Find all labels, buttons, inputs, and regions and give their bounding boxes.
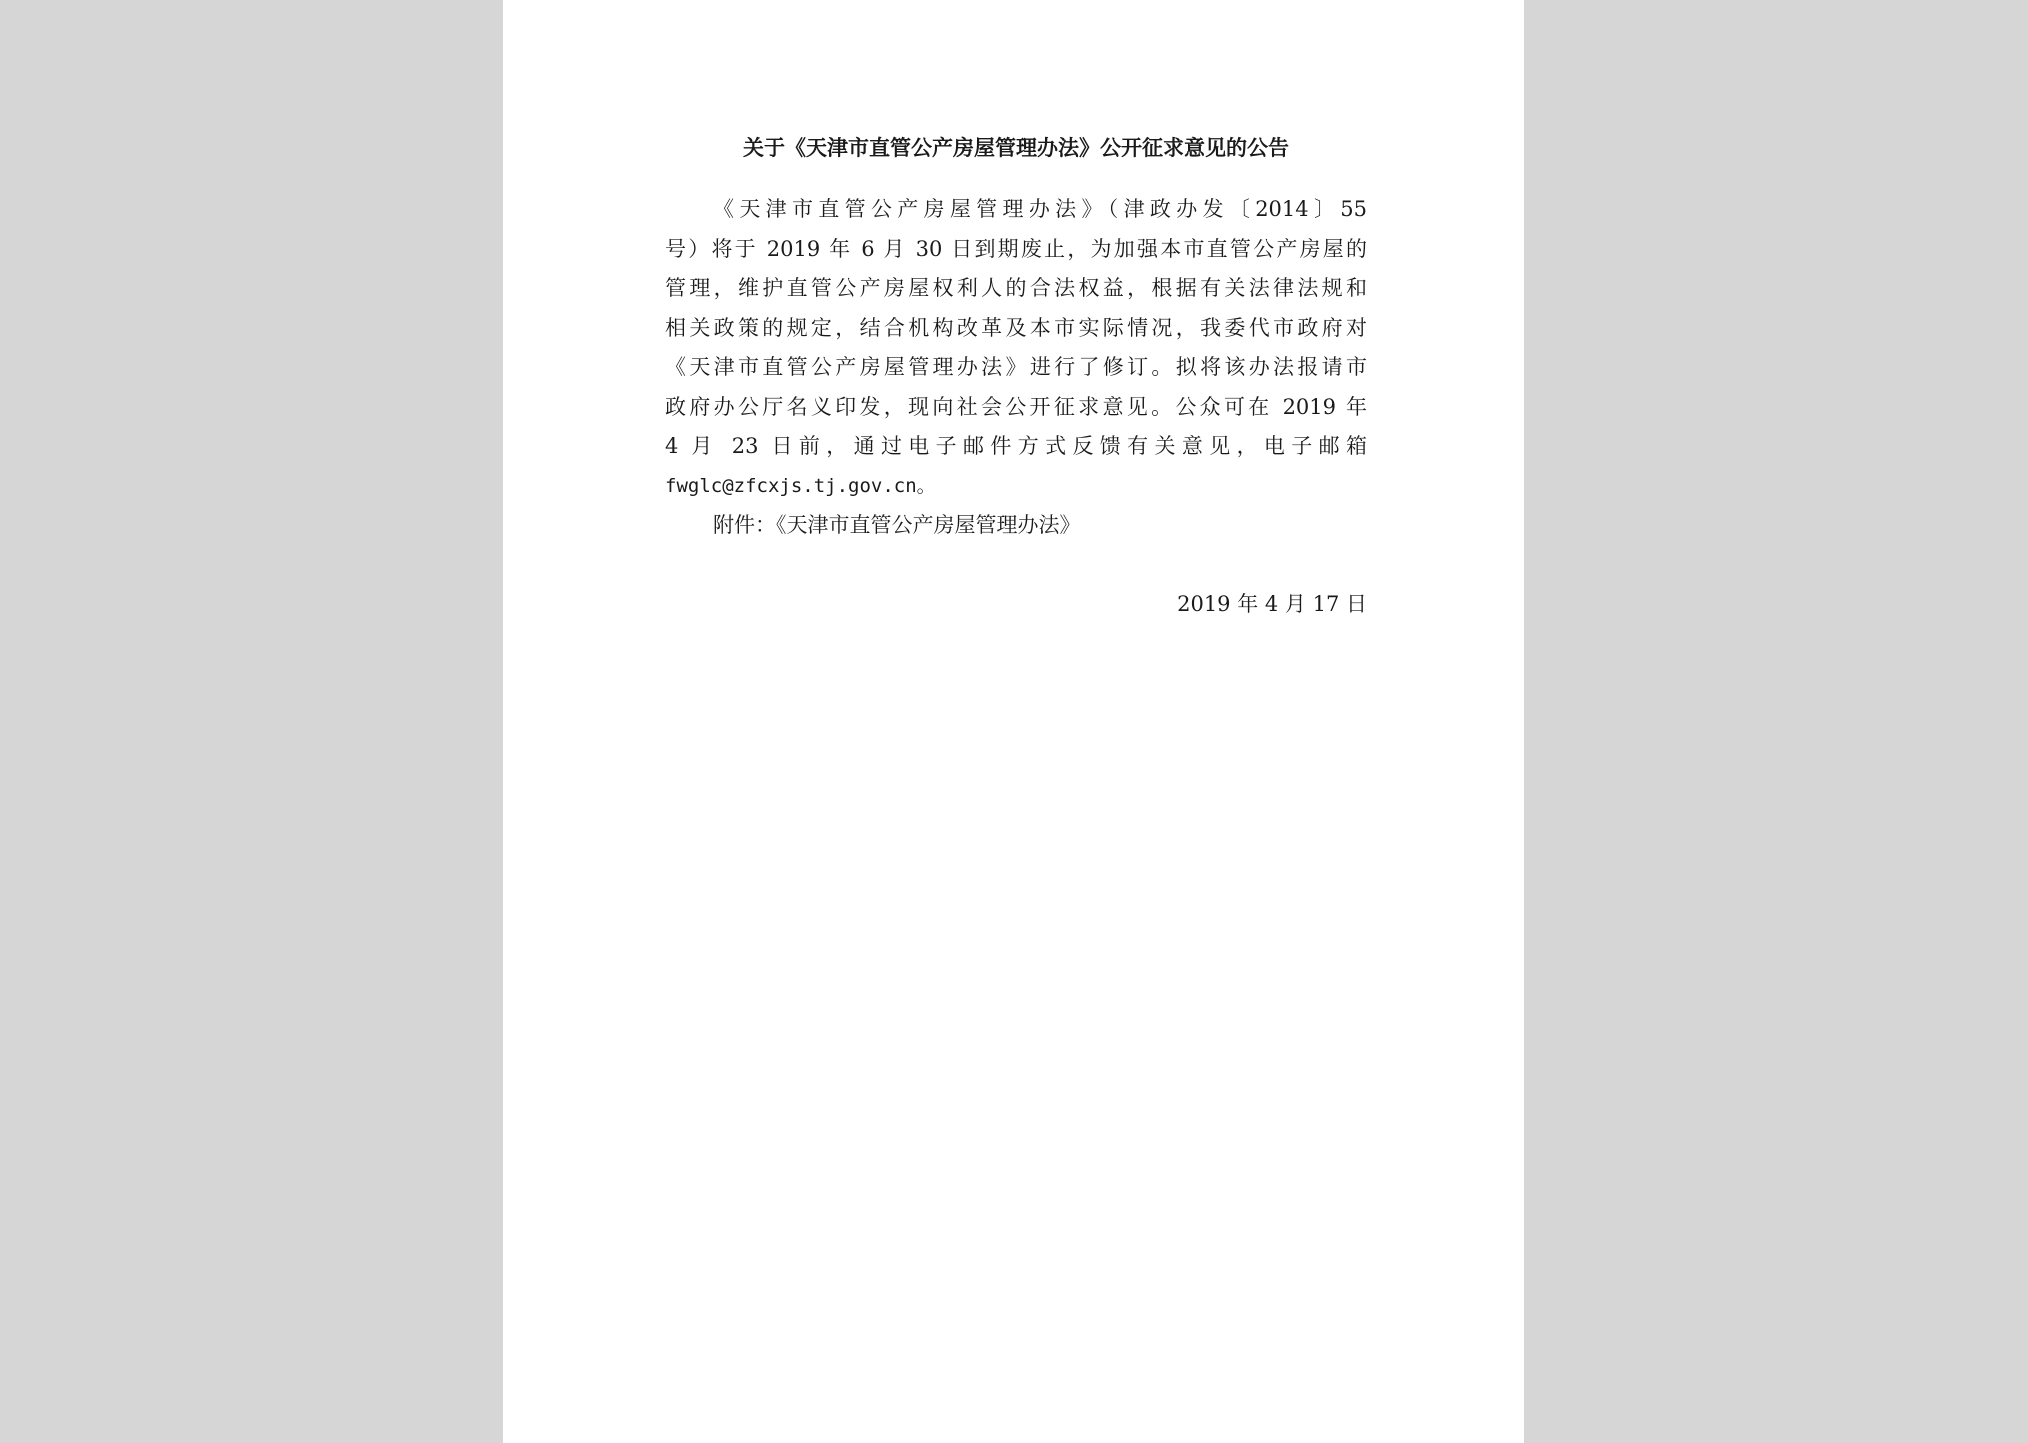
document-page (503, 0, 1524, 1443)
email-address: fwglc@zfcxjs.tj.gov.cn。 (665, 474, 936, 497)
body-line-2: 号）将于 2019 年 6 月 30 日到期废止，为加强本市直管公产房屋的 (665, 236, 1367, 261)
body-line-5: 《天津市直管公产房屋管理办法》进行了修订。拟将该办法报请市 (665, 355, 1367, 379)
body-paragraph (665, 190, 1367, 506)
document-title: 关于《天津市直管公产房屋管理办法》公开征求意见的公告 (743, 135, 1289, 160)
body-line-6: 政府办公厅名义印发，现向社会公开征求意见。公众可在 2019 年 (665, 394, 1367, 419)
body-line-7: 4 月 23 日前，通过电子邮件方式反馈有关意见，电子邮箱 (665, 434, 1367, 458)
body-line-1: 《天津市直管公产房屋管理办法》（津政办发〔2014〕55 (713, 197, 1367, 221)
body-line-4: 相关政策的规定，结合机构改革及本市实际情况，我委代市政府对 (665, 315, 1367, 340)
document-content (665, 128, 1367, 624)
attachment-line: 附件：《天津市直管公产房屋管理办法》 (713, 513, 1081, 537)
body-line-3: 管理，维护直管公产房屋权利人的合法权益，根据有关法律法规和 (665, 276, 1367, 300)
document-date: 2019 年 4 月 17 日 (1177, 591, 1367, 616)
